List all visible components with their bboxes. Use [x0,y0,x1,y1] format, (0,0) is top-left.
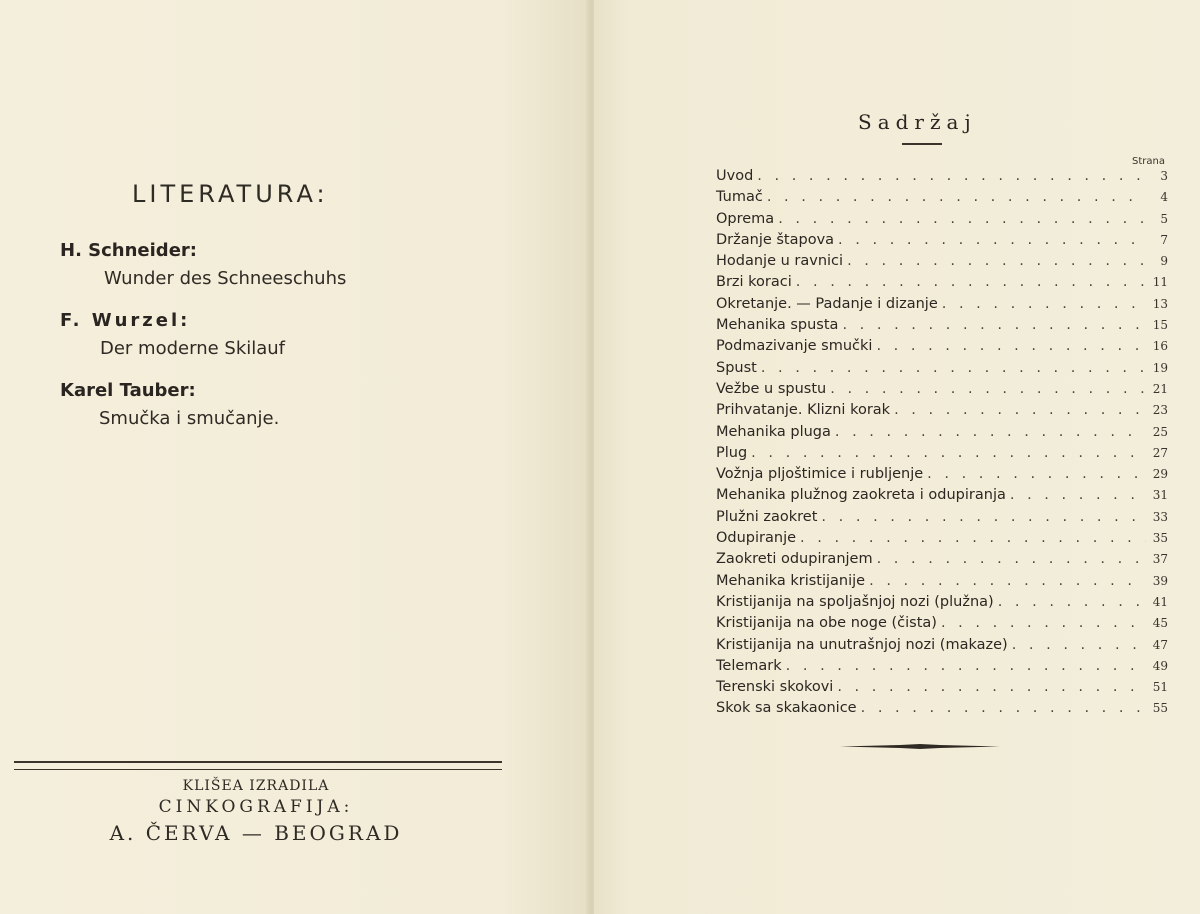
toc-entry-label: Vežbe u spustu [716,380,827,397]
toc-entry [716,189,1168,210]
toc-entry [716,253,1168,274]
toc-entry-page: 19 [1152,360,1168,375]
toc-entry [716,424,1168,445]
toc-entry-label: Brzi koraci [716,274,792,291]
dot-leader [751,445,1146,461]
toc-entry-page: 23 [1152,403,1168,418]
dot-leader [796,274,1146,290]
reference-author: Karel Tauber: [60,380,196,401]
toc-entry-label: Oprema [716,210,775,227]
toc-entry-page: 31 [1152,488,1168,503]
toc-entry-label: Držanje štapova [716,231,835,248]
toc-entry-page: 29 [1152,467,1168,482]
dot-leader [927,466,1146,482]
dot-leader [877,551,1146,567]
toc-entry [716,274,1168,295]
dot-leader [942,296,1146,312]
toc-title: Sadržaj [858,110,977,134]
dot-leader [861,700,1146,716]
toc-entry-page: 41 [1152,594,1168,609]
toc-entry [716,445,1168,466]
double-rule-divider [14,761,502,770]
imprint-line-1: KLIŠEA IZRADILA [182,778,330,794]
dot-leader [761,360,1146,376]
left-page [0,0,590,914]
reference-author: H. Schneider: [60,240,197,261]
toc-entry-label: Okretanje. — Padanje i dizanje [716,295,938,312]
toc-entry [716,530,1168,551]
toc-entry-label: Kristijanija na spoljašnjoj nozi (plužna) [716,593,994,610]
toc-entry [716,317,1168,338]
dot-leader [830,381,1146,397]
toc-entry-page: 55 [1152,701,1168,716]
toc-entry-page: 5 [1160,211,1168,226]
toc-entry-label: Spust [716,359,757,376]
toc-entry-label: Kristijanija na obe noge (čista) [716,615,937,632]
toc-entry [716,509,1168,530]
toc-entry-page: 4 [1160,190,1168,205]
toc-entry-label: Telemark [716,657,782,674]
toc-entry-label: Uvod [716,168,754,184]
dot-leader [757,168,1146,184]
toc-entry [716,338,1168,359]
toc-entry-label: Prihvatanje. Klizni korak [716,402,891,419]
toc-entry-label: Plug [716,444,748,461]
toc-entry-page: 16 [1152,339,1168,354]
dot-leader [821,509,1146,525]
toc-entry-page: 15 [1152,318,1168,333]
toc-entry-label: Hodanje u ravnici [716,253,844,270]
dot-leader [847,253,1146,269]
toc-entry-label: Tumač [716,189,763,206]
toc-entry [716,637,1168,658]
toc-entry-page: 27 [1152,445,1168,460]
toc-entry [716,232,1168,253]
toc-entry-label: Mehanika spusta [716,317,839,334]
dot-leader [837,679,1146,695]
toc-entry-page: 9 [1160,254,1168,269]
toc-entry-page: 35 [1152,531,1168,546]
dot-leader [1010,487,1146,503]
toc-entry-page: 13 [1152,296,1168,311]
toc-entry [716,615,1168,636]
toc-entry-label: Mehanika pluga [716,423,831,440]
toc-entry-page: 33 [1152,509,1168,524]
imprint-line-2: CINKOGRAFIJA: [158,797,354,817]
dot-leader [835,424,1146,440]
ornamental-rule [840,744,1000,749]
dot-leader [876,338,1146,354]
toc-entry [716,700,1168,721]
dot-leader [800,530,1146,546]
reference-author: F. Wurzel: [60,310,191,331]
toc-entry-page: 49 [1152,658,1168,673]
toc-entry-label: Plužni zaokret [716,508,818,525]
toc-entry-page: 51 [1152,680,1168,695]
toc-entry-page: 21 [1152,381,1168,396]
toc-entry [716,487,1168,508]
toc-entry-page: 11 [1152,275,1168,290]
toc-entry-label: Skok sa skakaonice [716,700,857,717]
dot-leader [842,317,1146,333]
toc-entry [716,573,1168,594]
reference-title: Smučka i smučanje. [99,408,280,429]
toc-entry-page: 7 [1160,232,1168,247]
toc-entry-label: Mehanika plužnog zaokreta i odupiranja [716,487,1006,504]
toc-entry-label: Kristijanija na unutrašnjoj nozi (makaze) [716,636,1008,653]
toc-entry-label: Vožnja pljoštimice i rubljenje [716,466,924,483]
literature-heading: LITERATURA: [132,180,329,208]
toc-entry [716,402,1168,423]
toc-entry [716,211,1168,232]
dot-leader [838,232,1146,248]
dot-leader [894,402,1146,418]
table-of-contents [716,168,1168,722]
dot-leader [998,594,1146,610]
page-column-label: Strana [1132,156,1165,167]
toc-entry-label: Mehanika kristijanije [716,572,866,589]
title-underline [902,143,942,145]
toc-entry [716,360,1168,381]
dot-leader [786,658,1146,674]
dot-leader [778,211,1146,227]
toc-entry [716,551,1168,572]
toc-entry [716,658,1168,679]
toc-entry [716,168,1168,189]
imprint-line-3: A. ČERVA — BEOGRAD [109,821,403,845]
toc-entry [716,381,1168,402]
dot-leader [767,189,1146,205]
toc-entry [716,466,1168,487]
toc-entry-label: Odupiranje [716,530,797,547]
toc-entry-page: 37 [1152,552,1168,567]
reference-title: Wunder des Schneeschuhs [104,268,347,289]
toc-entry-page: 39 [1152,573,1168,588]
toc-entry-page: 45 [1152,616,1168,631]
dot-leader [869,573,1146,589]
dot-leader [1012,637,1146,653]
toc-entry [716,296,1168,317]
toc-entry-page: 47 [1152,637,1168,652]
toc-entry-label: Podmazivanje smučki [716,338,873,355]
dot-leader [941,615,1146,631]
toc-entry-page: 3 [1160,169,1168,183]
toc-entry-label: Zaokreti odupiranjem [716,551,873,568]
toc-entry-label: Terenski skokovi [716,679,834,696]
reference-title: Der moderne Skilauf [100,338,286,359]
toc-entry [716,679,1168,700]
toc-entry [716,594,1168,615]
toc-entry-page: 25 [1152,424,1168,439]
